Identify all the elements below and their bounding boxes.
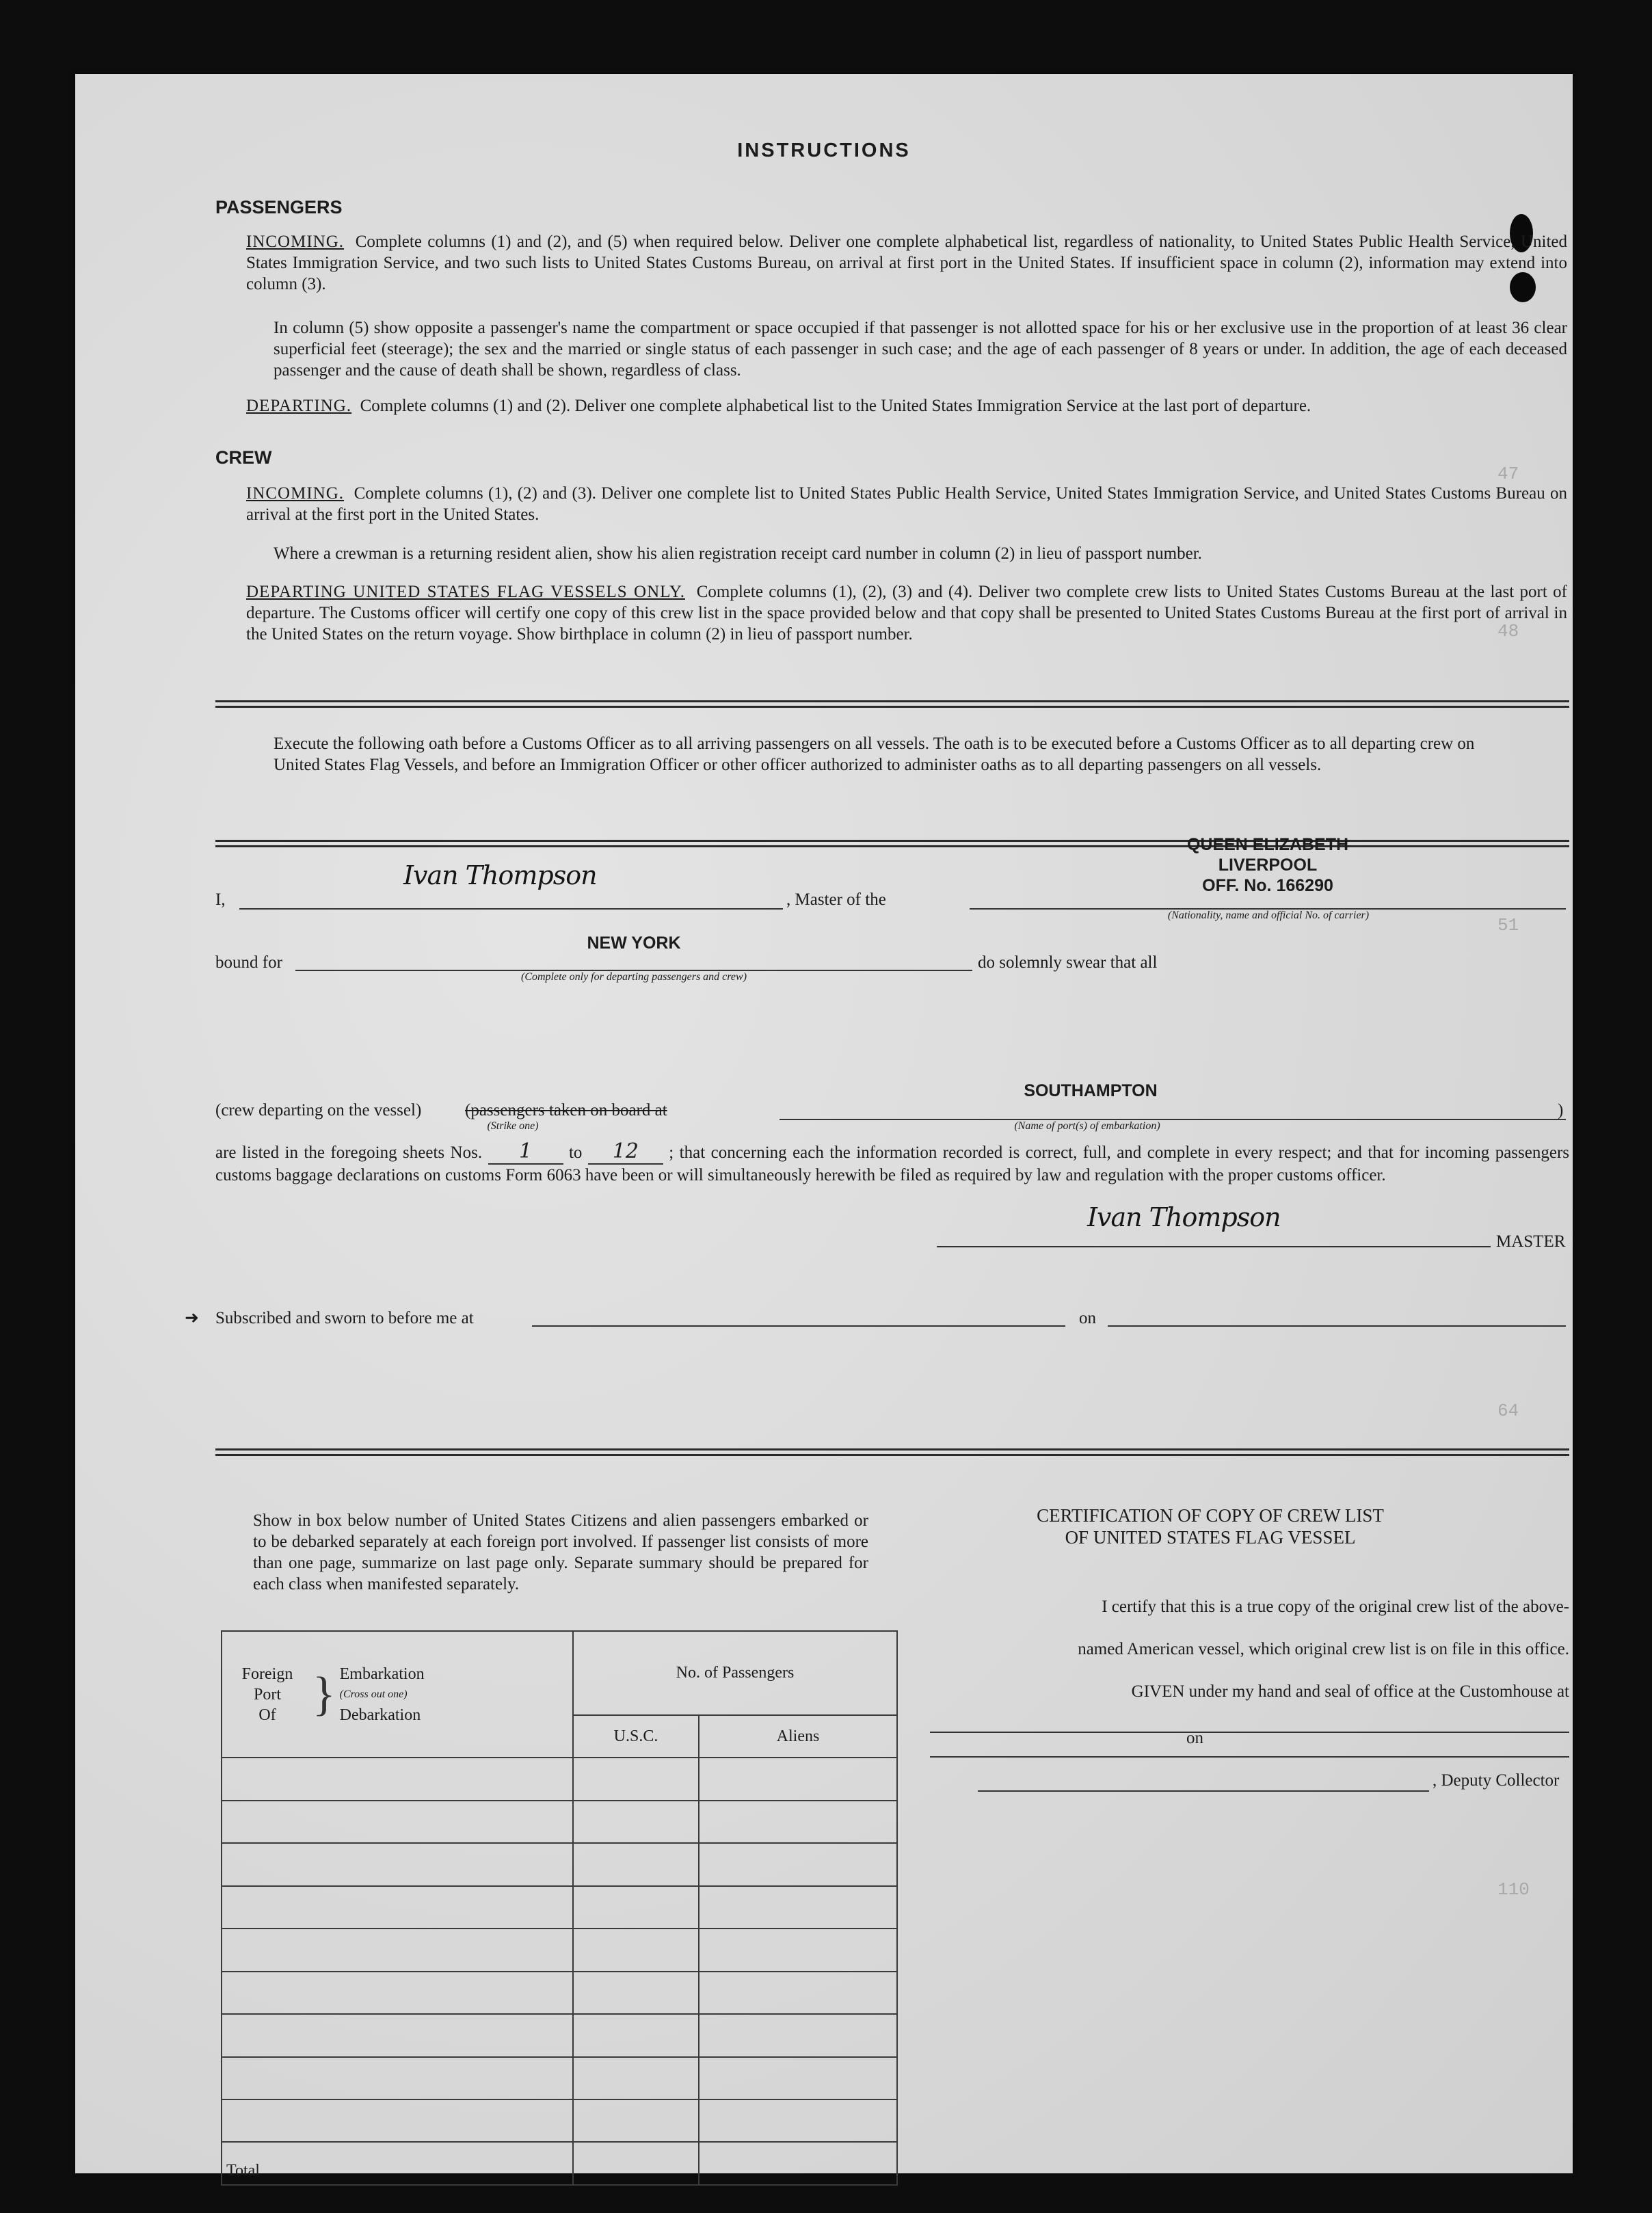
crew-departing-lead: DEPARTING UNITED STATES FLAG VESSELS ONLY. — [246, 583, 685, 601]
certification-heading-line2: OF UNITED STATES FLAG VESSEL — [1065, 1527, 1356, 1548]
passengers-departing-paragraph — [246, 395, 1567, 416]
passengers-incoming-text: Complete columns (1) and (2), and (5) when required below. Deliver one complete alphabetical list, regardless of nationality, to United States Public Health Service, United States Immigration Service, and two such lists to United States Customs Bureau, on arrival at first port in the United States. If insufficient space in column (2), information may extend into column (3). — [246, 233, 1568, 293]
aliens-cell[interactable] — [699, 1758, 897, 1800]
vessel-caption: (Nationality, name and official No. of carrier) — [1167, 910, 1370, 921]
section-divider — [215, 700, 1569, 708]
table-row — [222, 1929, 897, 1971]
crew-heading: CREW — [215, 447, 272, 468]
port-cell[interactable] — [222, 1886, 573, 1929]
port-cell[interactable] — [222, 2014, 573, 2056]
usc-cell[interactable] — [573, 1801, 699, 1843]
port-cell[interactable] — [222, 1801, 573, 1843]
table-row — [222, 1801, 897, 1843]
vessel-official-number: OFF. No. 166290 — [1202, 876, 1333, 895]
usc-cell[interactable] — [573, 1843, 699, 1885]
crew-departing-paragraph — [246, 581, 1567, 645]
certification-on-label: on — [1186, 1729, 1203, 1747]
passengers-column5-paragraph: In column (5) show opposite a passenger's name the compartment or space occupied if that passenger is not allotted space for his or her exclusive use in the proportion of at least 36 clear superficial feet (steerage); the sex and the married or single status of each passenger in such case; and the age of each passenger of 8 years or under. In addition, the age of each deceased passenger and the cause of death shall be shown, regardless of class. — [274, 319, 1567, 380]
usc-cell[interactable] — [573, 1758, 699, 1800]
sheets-text: ; that concerning each the information recorded is correct, full, and complete in every respect; and that for incoming passengers customs baggage declarations on customs Form 6063 have been or will simultaneously herewith be filed as required by law and regulation with the proper customs officer. — [215, 1143, 1569, 1184]
subscribed-on-label: on — [1079, 1309, 1096, 1327]
close-paren: ) — [1558, 1101, 1564, 1119]
usc-cell[interactable] — [573, 2014, 699, 2056]
oath-intro: Execute the following oath before a Customs Officer as to all arriving passengers on all vessels. The oath is to be executed before a Customs Officer as to all departing crew on United States Flag Vessels, and before an Immigration Officer or other officer authorized to administer oaths as to all departing passengers on all vessels. — [274, 734, 1475, 774]
port-cell[interactable] — [222, 1843, 573, 1885]
passengers-departing-lead: DEPARTING. — [246, 397, 352, 415]
certification-heading — [930, 1505, 1491, 1548]
bleed-through-number: 110 — [1497, 1879, 1530, 1900]
deputy-collector-label: , Deputy Collector — [1433, 1771, 1560, 1790]
total-row — [222, 2142, 897, 2185]
aliens-cell[interactable] — [699, 2099, 897, 2142]
table-row — [222, 1843, 897, 1885]
total-usc-cell[interactable] — [573, 2142, 699, 2185]
vessel-port: LIVERPOOL — [1218, 856, 1318, 875]
port-cell[interactable] — [222, 1972, 573, 2014]
deputy-collector-field[interactable] — [978, 1763, 1429, 1792]
subscribed-date-field[interactable] — [1108, 1298, 1566, 1327]
page-title: INSTRUCTIONS — [737, 140, 911, 161]
vessel-name: QUEEN ELIZABETH — [1186, 835, 1349, 854]
col-port: Port — [253, 1685, 281, 1704]
master-label: MASTER — [1496, 1232, 1566, 1251]
total-label: Total — [222, 2142, 573, 2185]
col-embarkation: Embarkation — [339, 1665, 425, 1683]
usc-cell[interactable] — [573, 1972, 699, 2014]
embarkation-caption: (Name of port(s) of embarkation) — [1014, 1120, 1160, 1132]
no-passengers-header: No. of Passengers — [573, 1631, 897, 1715]
subscribed-label: Subscribed and sworn to before me at — [215, 1309, 474, 1327]
certification-text2: named American vessel, which original crew list is on file in this office. — [1078, 1640, 1569, 1658]
bound-for-value: NEW YORK — [587, 933, 681, 953]
table-row — [222, 2057, 897, 2099]
passenger-summary-table — [221, 1630, 898, 2186]
sheets-paragraph — [215, 1141, 1569, 1186]
port-cell[interactable] — [222, 2099, 573, 2142]
passengers-incoming-paragraph — [246, 231, 1567, 295]
bound-for-label: bound for — [215, 953, 282, 972]
aliens-cell[interactable] — [699, 2057, 897, 2099]
aliens-cell[interactable] — [699, 1801, 897, 1843]
bleed-through-number: 47 — [1497, 464, 1519, 484]
passengers-incoming-lead: INCOMING. — [246, 233, 345, 251]
aliens-cell[interactable] — [699, 1929, 897, 1971]
embarkation-value: SOUTHAMPTON — [1024, 1081, 1158, 1100]
table-row — [222, 1886, 897, 1929]
bleed-through-number: 48 — [1497, 621, 1519, 641]
sheet-from-value: 1 — [518, 1139, 533, 1163]
aliens-cell[interactable] — [699, 1886, 897, 1929]
bleed-through-number: 51 — [1497, 915, 1519, 936]
usc-cell[interactable] — [573, 1886, 699, 1929]
certification-date-field[interactable] — [1210, 1729, 1569, 1758]
master-of-label: , Master of the — [786, 890, 886, 909]
to-label: to — [568, 1143, 583, 1162]
crew-incoming-paragraph — [246, 483, 1567, 525]
section-divider — [215, 1448, 1569, 1456]
usc-header: U.S.C. — [573, 1715, 699, 1758]
col-debarkation: Debarkation — [339, 1706, 421, 1724]
subscribed-arrow: ➜ — [185, 1309, 199, 1327]
aliens-header: Aliens — [699, 1715, 897, 1758]
port-cell[interactable] — [222, 1758, 573, 1800]
sheet-from-field[interactable] — [488, 1141, 563, 1165]
master-signature: Ivan Thompson — [1087, 1202, 1281, 1232]
port-cell[interactable] — [222, 1929, 573, 1971]
crew-returning-paragraph: Where a crewman is a returning resident alien, show his alien registration receipt card number in column (2) in lieu of passport number. — [274, 544, 1202, 563]
crew-incoming-text: Complete columns (1), (2) and (3). Deliver one complete list to United States Public Health Service, United States Immigration Service, and United States Customs Bureau on arrival at the first port in the United States. — [246, 484, 1567, 524]
usc-cell[interactable] — [573, 2057, 699, 2099]
col-foreign: Foreign — [241, 1665, 293, 1683]
aliens-cell[interactable] — [699, 1843, 897, 1885]
passengers-heading: PASSENGERS — [215, 197, 343, 217]
document-page — [75, 74, 1573, 2179]
passengers-departing-text: Complete columns (1) and (2). Deliver one complete alphabetical list to the United States Immigration Service at the last port of departure. — [360, 397, 1311, 415]
port-header-labels — [226, 1664, 308, 1725]
port-header-cell — [222, 1631, 573, 1758]
brace-icon: } — [312, 1667, 336, 1721]
certification-heading-line1: CERTIFICATION OF COPY OF CREW LIST — [1037, 1505, 1384, 1526]
sheet-to-value: 12 — [612, 1139, 639, 1163]
table-row — [222, 1758, 897, 1800]
embark-debark-labels — [340, 1664, 425, 1725]
summary-instructions: Show in box below number of United States Citizens and alien passengers embarked or to be debarked separately at each foreign port involved. If passenger list consists of more than one page, summarize on last page only. Separate summary should be prepared for each class when manifested separately. — [253, 1511, 868, 1593]
strike-one-caption: (Strike one) — [487, 1120, 539, 1132]
oath-i-label: I, — [215, 890, 226, 909]
table-row — [222, 1972, 897, 2014]
col-cross-out: (Cross out one) — [339, 1688, 408, 1700]
usc-cell[interactable] — [573, 1929, 699, 1971]
table-row — [222, 2014, 897, 2056]
passengers-struck-label: (passengers taken on board at — [465, 1101, 667, 1119]
vessel-identification — [970, 834, 1566, 896]
bound-for-caption: (Complete only for departing passengers and crew) — [520, 971, 747, 983]
subscribed-place-field[interactable] — [532, 1298, 1065, 1327]
table-row — [222, 2099, 897, 2142]
crew-incoming-lead: INCOMING. — [246, 484, 345, 503]
sheet-to-field[interactable] — [588, 1141, 663, 1165]
total-aliens-cell[interactable] — [699, 2142, 897, 2185]
bleed-through-number: 64 — [1497, 1401, 1519, 1421]
col-of: Of — [258, 1706, 276, 1724]
crew-departing-label: (crew departing on the vessel) — [215, 1101, 422, 1119]
swear-text: do solemnly swear that all — [978, 953, 1158, 972]
crew-departing-text: Complete columns (1), (2), (3) and (4). Deliver two complete crew lists to United States Customs Bureau at the last port of departure. The Customs officer will certify one copy of this crew list in the space provided below and that copy shall be presented to United States Customs Bureau at the first port of arrival in the United States on the return voyage. Show birthplace in column (2) in lieu of passport number. — [246, 583, 1567, 644]
certification-text1: I certify that this is a true copy of the original crew list of the above- — [1102, 1598, 1569, 1616]
port-cell[interactable] — [222, 2057, 573, 2099]
master-name-handwriting: Ivan Thompson — [403, 860, 597, 890]
aliens-cell[interactable] — [699, 1972, 897, 2014]
certification-text3: GIVEN under my hand and seal of office at the Customhouse at — [1131, 1682, 1569, 1701]
sheets-label: are listed in the foregoing sheets Nos. — [215, 1143, 483, 1162]
aliens-cell[interactable] — [699, 2014, 897, 2056]
usc-cell[interactable] — [573, 2099, 699, 2142]
